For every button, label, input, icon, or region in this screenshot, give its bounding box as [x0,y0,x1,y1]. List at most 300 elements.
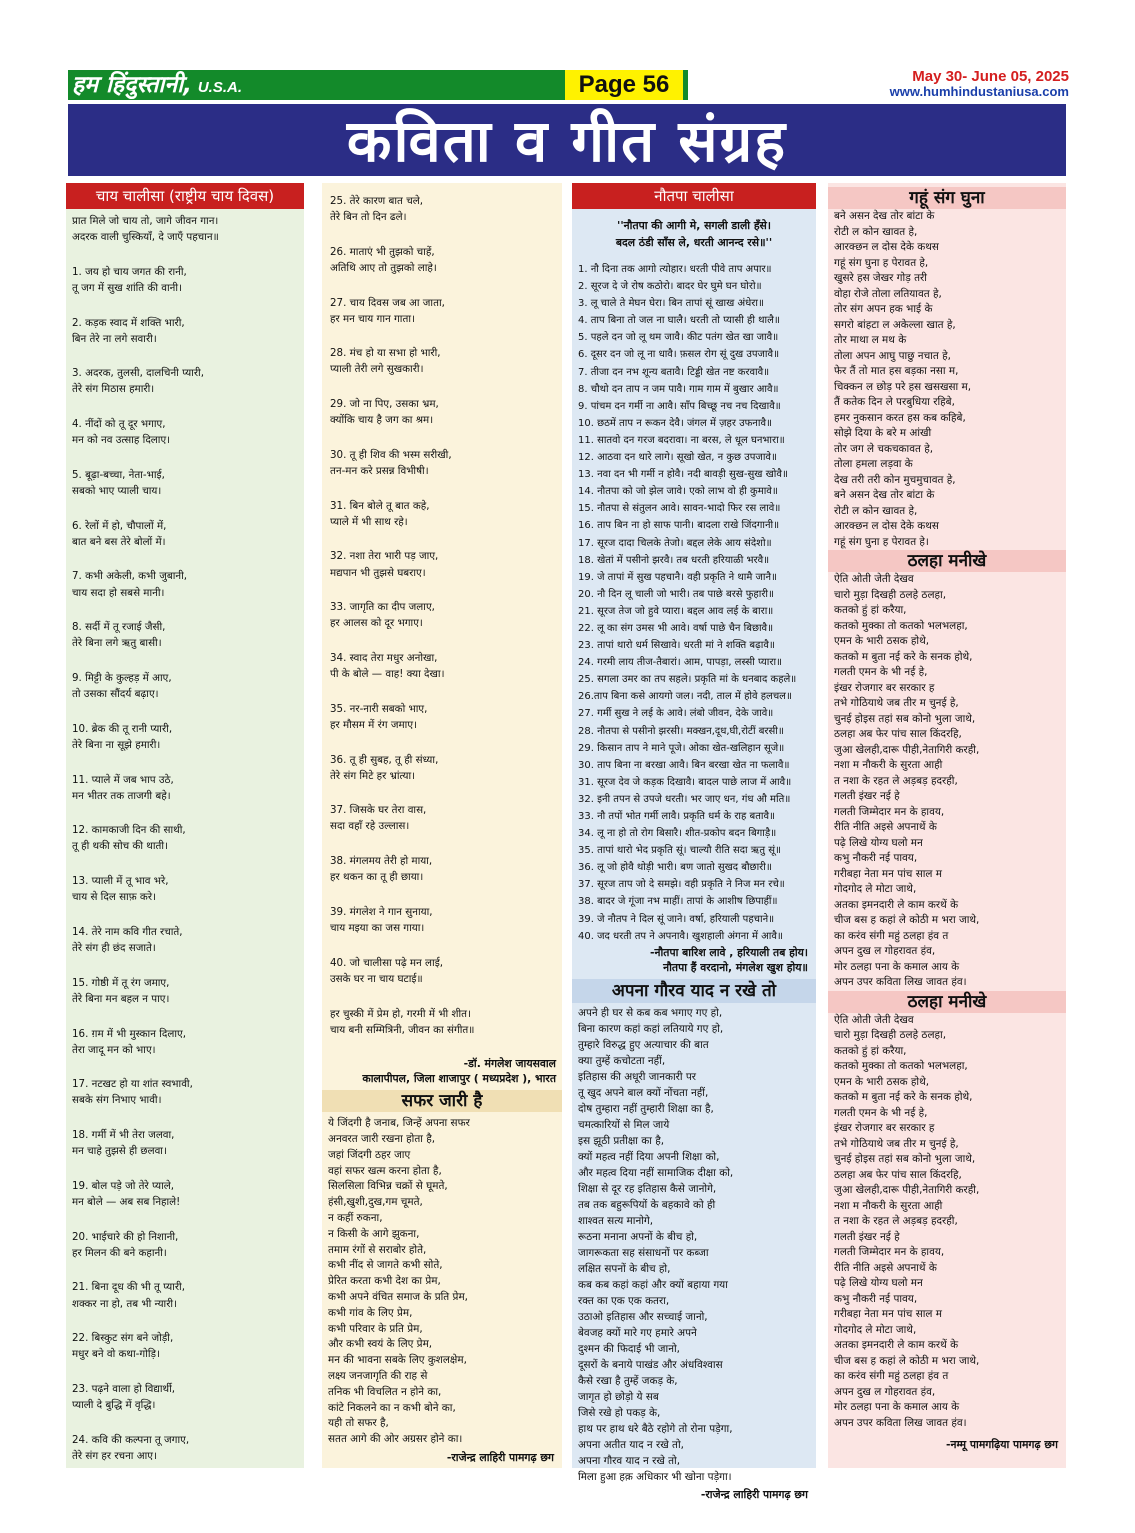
poem-line: तभे गोठियाथे जब तीर म चुनई हे, [834,1137,959,1150]
poem-line: कभु नौकरी नई पावय, [834,852,918,864]
poem-line: जागृत हो छोड़ो ये सब [578,1390,659,1403]
nautapa-verse-line: 12. आठवा दन थारे लागे। सूखो खेत, न कुछ उपजावे॥ [578,452,777,464]
poem-line: कब कब कहां कहां और क्यों बहाया गया [578,1278,728,1291]
stanza [330,345,562,377]
verse-line: तेरे संग मिठास हमारी। [72,383,155,396]
nautapa-verse-line: 5. पहले दन जो लू थम जावै। कीट पतंग खेत खा जावै॥ [578,332,779,344]
poem-line: देख तरी तरी कोन मुचमुचावत हे, [834,473,956,486]
section-banner: कविता व गीत संग्रह [68,104,1066,176]
poem-line: आरक्छन ल दोस देके कथस [834,241,939,253]
stanza [330,752,562,784]
verse-line: 37. जिसके घर तेरा वास, [330,804,427,817]
stanza [72,568,304,600]
stanza [330,548,562,580]
nautapa-verse-line: 30. ताप बिना ना बरखा आवै। बिन बरखा खेत ना फलावै॥ [578,759,790,771]
poem-line: दूसरों के बनाये पाखंड और अंधविश्वास [578,1358,723,1371]
poem-line: कभी अपने वंचित समाज के प्रति प्रेम, [328,1291,468,1304]
stanza [72,1026,304,1058]
nautapa-verse-line: 13. नवा दन भी गर्मी न होवै। नदी बावड़ी सुख-सुख खोवै॥ [578,469,788,481]
poem-line: तोर संग अपन हक भाई के [834,303,933,315]
verse-line: हर चुस्की में प्रेम हो, गरमी में भी शीत। [330,1007,471,1020]
poem-line: रोटी ल कोन खावत हे, [834,504,918,517]
verse-line: प्याले में भी साथ रहे। [330,515,408,528]
verse-line: प्याली दे बुद्धि में वृद्धि। [72,1399,156,1412]
poem-line: यही तो सफर है, [328,1417,389,1430]
poem-line: सोझे दिया के बरे म आंखी [834,427,932,439]
poem-line: मन की भावना सबके लिए कुशलक्षेम, [328,1354,467,1367]
verse-line: 14. तेरे नाम कवि गीत रचाते, [72,925,183,938]
verse-line: 8. सर्दी में तू रजाई जैसी, [72,621,166,634]
nautapa-verse-line: 1. नौ दिना तक आगो त्योहार। धरती पीवे ताप अपार॥ [578,264,772,275]
thalha-manikhe-repeat-lines [828,1013,1066,1432]
nautapa-quote-line: ''नौतपा की आगी मे, सगली डाली हँसे। [617,219,771,232]
poem-line: रीति नीति अइसे अपनाथें के [834,821,937,833]
nautapa-verse-line: 22. लू का संग उमस भी आवे। वर्षा पाछे चैन बिछावै॥ [578,622,774,634]
poem-line: जिसे रखे हो पकड़ के, [578,1406,661,1419]
poem-line: और कभी स्वयं के लिए प्रेम, [328,1338,433,1351]
verse-line: तेरे संग ही छंद सजाते। [72,942,156,955]
poem-line: सगरो बांहटा ल अकेल्ला खात हे, [834,318,956,331]
poem-line: तोर जग ले चकचकावत हे, [834,442,934,455]
poem-line: वोहा रोजे तोला लतियावत हे, [834,287,942,300]
stanza [330,853,562,885]
chai-chalisa-title: चाय चालीसा (राष्ट्रीय चाय दिवस) [66,183,304,209]
verse-line: 22. बिस्कुट संग बने जोड़ी, [72,1332,174,1345]
poem-line: न किसी के आगे झुकना, [328,1227,420,1240]
verse-line: चाय बनी सम्मित्रिनी, जीवन का संगीत॥ [330,1023,475,1036]
poem-line: चुनई होइस तहां सब कोनो भुला जाथे, [834,1153,976,1165]
poem-line: तब तक बहुरूपियों के बहकावे को ही [578,1198,716,1211]
poem-line: ये जिंदगी है जनाब, जिन्हें अपना सफर [328,1117,470,1130]
nautapa-closing-line: नौतपा हैं वरदानो, मंगलेश खुश होय॥ [663,960,808,974]
nautapa-verse-line: 26.ताप बिना कसे आयगो जल। नदी, ताल में होवे हलचल॥ [578,691,792,703]
nautapa-verse-line: 8. चौथो दन ताप न जम पावै। गाम गाम में बुखार आवै॥ [578,383,779,395]
verse-line: 15. गोष्ठी में तू रंग जमाए, [72,976,170,989]
poem-line: जहां जिंदगी ठहर जाए [328,1148,411,1161]
nautapa-verse-line: 28. नौतपा से पसीनो झरसी। मक्खन,दूध,घी,रोटीं बरसी॥ [578,725,784,737]
stanza [72,1178,304,1210]
poem-line: कतको हुं हां करैया, [834,1044,907,1057]
poem-line: गलती इंखर नई हे [834,790,900,802]
thalha-manikhe-lines [828,572,1066,991]
poem-line: तमाम रंगों से सराबोर होते, [328,1243,427,1256]
stanza [72,1279,304,1311]
poem-author: -डॉ. मंगलेश जायसवाल [463,1057,556,1071]
poem-line: एमन के भारी ठसक होथे, [834,1075,930,1088]
nautapa-verse-line: 9. पांचम दन गर्मी ना आवै। साँप बिच्छू नच नच दिखावै॥ [578,400,781,412]
poem-line: ठलहा अब फेर पांच साल किंदरहि, [834,728,962,740]
apna-gaurav-title: अपना गौरव याद न रखे तो [572,979,816,1003]
nautapa-verse-line: 38. बादर जे गूंजा नभ माहीं। तापां के आशीष छिपाहीं॥ [578,896,778,908]
verse-line: उसके घर ना चाय घटाई॥ [330,972,423,985]
poem-line: ठलहा अब फेर पांच साल किंदरहि, [834,1168,962,1181]
poem-line: अतका इमनदारी ले काम करथें के [834,1339,959,1351]
stanza [72,924,304,956]
poem-line: प्रेरित करता कभी देश का प्रेम, [328,1275,441,1288]
stanza [330,701,562,733]
poem-line: गरीबहा नेता मन पांच साल म [834,1308,942,1320]
poem-line: कैसे रखा है तुम्हें जकड़ के, [578,1374,678,1387]
nautapa-verse-line: 11. सातवो दन गरज बदरावा। ना बरस, ले धूल घनभारा॥ [578,434,785,446]
poem-line: अपन दुख ल गोहरावत हंव, [834,1385,936,1398]
verse-line: हर आलस को दूर भगाए। [330,617,423,630]
stanza [72,365,304,397]
poem-line: अपने ही घर से कब कब भगाए गए हो, [578,1006,723,1019]
poem-line: कतको म बुता नई करे के सनक होथे, [834,650,973,663]
verse-line: सबके संग निभाए भावी। [72,1094,162,1107]
nautapa-quote [572,217,816,251]
chai-chalisa-verses-continued [322,183,562,1038]
verse-line: 39. मंगलेश ने गान सुनाया, [330,905,433,918]
column-nautapa-chalisa [572,183,816,1501]
safar-jari-hai-author: -राजेन्द्र लाहिरी पामगढ़ छग [446,1451,554,1465]
verse-line: 7. कभी अकेली, कभी जुबानी, [72,570,188,583]
verse-line: मन को नव उत्साह दिलाए। [72,434,171,447]
stanza [72,619,304,651]
verse-line: मन बोले — अब सब निहाले! [72,1195,181,1208]
nautapa-verse-line: 31. सूरज देव जे कड़क दिखावै। बादल पाछे लाज में आवै॥ [578,776,792,788]
poem-line: तोला हमला लड़वा के [834,458,913,470]
poem-line: गलती जिम्मेदार मन के हावय, [834,805,945,818]
nautapa-verses [572,261,816,945]
verse-line: 24. कवि की कल्पना तू जगाए, [72,1433,190,1446]
nautapa-verse-line: 21. सूरज तेज जो हुवे प्यारा। बद्दल आव लई के बारा॥ [578,605,774,617]
stanza [330,955,562,987]
poem-line: कभी नींद से जागते कभी सोते, [328,1259,443,1272]
nautapa-verse-line: 6. दूसर दन जो लू ना धावै। फ़सल रोग सूं दुख उपजावै॥ [578,349,780,361]
stanza [72,264,304,296]
poem-line: अपन उपर कविता लिख जावत हंव। [834,1416,967,1429]
verse-line: 13. प्याली में तू भाव भरे, [72,875,169,888]
verse-line: तन-मन करे प्रसन्न विभीषी। [330,465,429,477]
nautapa-verse-line: 2. सूरज दे जे रोष कठोरो। बादर घेर घुमे घन घोरो॥ [578,281,762,293]
verse-line: 16. ग़म में भी मुस्कान दिलाए, [72,1027,186,1040]
nautapa-verse-line: 15. नौतपा से संतुलन आवे। सावन-भादो फिर रस लावे॥ [578,503,781,515]
masthead-logo [72,70,242,100]
nautapa-verse-line: 16. ताप बिन ना हो साफ पानी। बादला राखे जिंदगानी॥ [578,520,780,532]
verse-line: मन चाहे तुझसे ही छलवा। [72,1145,167,1158]
apna-gaurav-lines [572,1003,816,1485]
stanza [330,802,562,834]
poem-line: तभे गोठियाथे जब तीर म चुनई हे, [834,697,959,709]
poem-line: जुआ खेलही,दारू पीही,नेतागिरी करही, [834,1184,980,1196]
verse-line: सदा वहाँ रहे उल्लास। [330,820,410,833]
poem-line: तनिक भी विचलित न होने का, [328,1385,442,1398]
poem-line: रक्त का एक एक कतरा, [578,1294,670,1307]
stanza [330,193,562,225]
poem-line: तुम्हारे विरुद्ध हुए अत्याचार की बात [578,1038,709,1051]
verse-line: तेरे बिना मन बहल न पाए। [72,992,170,1005]
stanza [330,650,562,682]
poem-line: चिक्कन ल छोड़ परे हस खसखसा म, [834,380,972,393]
stanza [330,244,562,276]
gahun-sang-ghuna-title: गहूं संग घुना [828,187,1066,209]
poem-line: रूठना मनाना अपनों के बीच हो, [578,1230,698,1243]
poem-line: जुआ खेलही,दारू पीही,नेतागिरी करही, [834,743,980,756]
verse-line: 9. मिट्टी के कुल्हड़ में आए, [72,672,172,685]
poem-line: कतको हुं हां करैया, [834,604,907,616]
thalha-manikhe-title: ठलहा मनीखे [828,550,1066,572]
verse-line: सबको भाए प्याली चाय। [72,485,162,497]
verse-line: शक्कर ना हो, तब भी न्यारी। [72,1297,177,1310]
poem-line: उठाओ इतिहास और सच्चाई जानो, [578,1310,708,1323]
poem-line: शिक्षा से दूर रह इतिहास कैसे जानोगे, [578,1182,717,1195]
poem-line: इस झूठी प्रतीक्षा का है, [578,1134,665,1147]
poem-line: कभी परिवार के प्रति प्रेम, [328,1322,423,1335]
verse-line: 38. मंगलमय तेरी हो माया, [330,855,433,868]
issue-date: May 30- June 05, 2025 [912,68,1069,85]
poem-line: सतत आगे की ओर अग्रसर होने का। [328,1433,463,1446]
poem-author-address: कालापीपल, जिला शाजापुर ( मध्यप्रदेश ), भारत [362,1072,556,1086]
poem-line: तैं कतेक दिन ले परबुधिया रहिबे, [834,396,955,408]
thalha-manikhe-author: -नम्मू पामगढ़िया पामगढ़ छग [945,1438,1058,1451]
verse-line: 2. कड़क स्वाद में शक्ति भारी, [72,316,185,329]
poem-line: तोर माथा ल मथ के [834,334,907,346]
nautapa-verse-line: 19. जे तापां में सुख पहचानै। वही प्रकृति ने थामै जानै॥ [578,571,778,583]
nautapa-verse-line: 14. नौतपा को जो झेल जावे। एको लाभ वो ही कुमावे॥ [578,486,778,498]
verse-line: हर मन चाय गान गाता। [330,312,415,325]
verse-line: प्याली तेरी लगे सुखकारी। [330,363,424,376]
verse-line: 26. माताएं भी तुझको चाहें, [330,245,435,258]
verse-line: 17. नटखट हो या शांत स्वभावी, [72,1078,193,1091]
poem-line: आरक्छन ल दोस देके कथस [834,520,939,532]
verse-line: मद्यपान भी तुझसे घबराए। [330,566,426,579]
poem-line: रीति नीति अइसे अपनाथें के [834,1261,937,1274]
verse-line: 23. पढ़ने वाला हो विद्यार्थी, [72,1382,176,1395]
nautapa-verse-line: 37. सूरज ताप जो दे समझे। वही प्रकृति ने निज मन रचे॥ [578,879,785,891]
verse-line: हर मिलन की बने कहानी। [72,1246,167,1259]
stanza [330,295,562,327]
nautapa-verse-line: 7. तीजा दन नभ शून्य बतावै। टिड्डी खेत नष्ट करवावै॥ [578,366,770,378]
poem-line: कभी गांव के लिए प्रेम, [328,1306,413,1319]
poem-line: ऐति ओती जेती देखव [834,1013,914,1026]
verse-line: तेरे बिन तो दिन ढले। [330,211,407,224]
poem-line: नशा म नौकरी के सुरता आही [834,759,943,771]
verse-line: 27. चाय दिवस जब आ जाता, [330,296,445,309]
verse-line: तेरे बिना ना सूझे हमारी। [72,738,161,751]
poem-line: बने असन देख तोर बांटा के [834,210,935,222]
nautapa-verse-line: 34. लू ना हो तो रोग बिसारै। शीत-प्रकोप बदन बिगाड़ै॥ [578,828,777,840]
stanza [330,599,562,631]
stanza [330,498,562,530]
verse-line: 20. भाईचारे की हो निशानी, [72,1230,179,1243]
poem-line: बिना कारण कहां कहां लतियाये गए हो, [578,1022,724,1035]
stanza [72,670,304,702]
stanza [72,315,304,347]
verse-line: 19. बोल पड़े जो तेरे प्याले, [72,1179,175,1192]
verse-line: तेरे बिना लगे ऋतु बासी। [72,637,162,650]
poem-line: सिलसिला विभिन्न चक्रों से घूमते, [328,1180,448,1193]
verse-line: 36. तू ही सुबह, तू ही संध्या, [330,753,439,766]
verse-line: क्योंकि चाय है जग का श्रम। [330,414,434,427]
poem-line: गलती इंखर नई हे [834,1230,900,1243]
poem-line: मोर ठलहा पना के कमाल आय के [834,960,960,973]
poem-line: कतको मुक्का तो कतको भलभलहा, [834,619,968,632]
verse-line: 1. जय हो चाय जगत की रानी, [72,265,187,278]
nautapa-verse-line: 27. गर्मी सुख ने लई के आवे। लंबो जीवन, देके जावे॥ [578,708,774,720]
poem-line: पढ़े लिखे योग्य घलो मन [834,1277,923,1289]
nautapa-chalisa-title: नौतपा चालीसा [572,183,816,209]
stanza [330,1006,562,1038]
verse-line: 6. रेलों में हो, चौपालों में, [72,519,167,532]
poem-line: चीज बस ह कहां ले कोठी म भरा जाथे, [834,1354,980,1367]
verse-line: तेरे संग मिटे हर भ्रांत्या। [330,769,416,782]
poem-line: हाथ पर हाथ धरे बैठे रहोगे तो रोना पड़ेगा, [578,1422,733,1435]
nautapa-quote-line: बदल ठंडी साँस ले, धरती आनन्द रसे॥'' [615,236,773,249]
nautapa-verse-line: 23. तापां थारो धर्म सिखावे। धरती मां ने शक्ति बढ़ावै॥ [578,640,775,652]
poem-line: तू खुद अपने बाल क्यों नोंचता नहीं, [578,1086,709,1099]
nautapa-verse-line: 25. सगला उमर का तप सहले। प्रकृति मां के धनबाद कहले॥ [578,674,797,686]
poem-line: गहूं संग घुना ह पेरावत हे, [834,256,929,269]
poem-line: त नशा के रहत ले अड़बड़ हदरही, [834,1215,958,1227]
verse-line: तेरे संग हर रचना आए। [72,1449,157,1462]
nautapa-verse-line: 32. इनी तपन से उपजे धरती। भर जाए धन, गंध औ मति॥ [578,793,791,805]
poem-line: का करंव संगी महुं ठलहा हंव त [834,929,949,942]
thalha-manikhe-repeat-title: ठलहा मनीखे [828,991,1066,1013]
poem-line: न कहीं रुकना, [328,1212,383,1225]
poem-line: चुनई होइस तहां सब कोनो भुला जाथे, [834,712,976,725]
poem-line: तोला अपन आघु पाछु नचात हे, [834,349,951,362]
stanza [72,772,304,804]
verse-line: बिन तेरे ना लगे सवारी। [72,332,157,345]
verse-line: मधुर बने वो कथा-गोड़ि। [72,1348,160,1361]
poem-line: चारो मुड़ा दिखही ठलहे ठलहा, [834,588,947,601]
verse-line: 30. तू ही शिव की भस्म सरीखी, [330,448,452,461]
poem-line: गोदगोद ले मोटा जाथे, [834,883,917,895]
poem-line: मोर ठलहा पना के कमाल आय के [834,1401,960,1413]
poem-line: गोदगोद ले मोटा जाथे, [834,1323,917,1336]
safar-jari-hai-title: सफर जारी है [322,1090,562,1112]
nautapa-verse-line: 40. जद धरती तप ने अपनावै। खुशहाली अंगना में आवै॥ [578,930,783,942]
poem-line: अपन उपर कविता लिख जावत हंव। [834,976,967,988]
stanza [72,1127,304,1159]
website-link[interactable]: www.humhindustaniusa.com [889,84,1069,99]
poem-line: हमर नुकसान करत हस कब कहिबे, [834,411,966,424]
verse-line: 25. तेरे कारण बात चले, [330,195,423,207]
poem-line: लक्ष्य जनजागृति की राह से [328,1370,428,1383]
stanza [72,416,304,448]
verse-line: 18. गर्मी में भी तेरा जलवा, [72,1129,175,1142]
poem-line: कतको म बुता नई करे के सनक होथे, [834,1091,973,1103]
poem-line: ऐति ओती जेती देखव [834,573,914,585]
poem-line: इतिहास की अधूरी जानकारी पर [578,1070,697,1083]
poem-line: हंसी,खुशी,दुख,गम चूमते, [328,1196,423,1209]
poem-line: गलती जिम्मेदार मन के हावय, [834,1246,945,1258]
poem-line: अपन दुख ल गोहरावत हंव, [834,945,936,957]
stanza [72,1076,304,1108]
verse-line: 33. जागृति का दीप जलाए, [330,601,435,614]
nautapa-verse-line: 3. लू चाले ते मेघन घेरा। बिन तापां सूं खाख अंधेरा॥ [578,298,764,310]
poem-line: वहां सफर खत्म करना होता है, [328,1164,442,1177]
verse-line: बात बने बस तेरे बोलों में। [72,535,166,548]
poem-line: कतको मुक्का तो कतको भलभलहा, [834,1060,968,1072]
stanza [72,518,304,550]
verse-line: 28. मंच हो या सभा हो भारी, [330,347,441,360]
poem-line: शाश्वत सत्य मानोगे, [578,1214,654,1227]
stanza [72,1432,304,1464]
stanza [72,1229,304,1261]
verse-line: 32. नशा तेरा भारी पड़ जाए, [330,550,439,563]
verse-line: चाय सदा हो सबसे मानी। [72,586,165,599]
poem-line: रोटी ल कोन खावत हे, [834,225,918,238]
poem-line: दोष तुम्हारा नहीं तुम्हारी शिक्षा का है, [578,1102,714,1115]
poem-line: अपना अतीत याद न रखे तो, [578,1438,684,1451]
verse-line: मन भीतर तक ताजगी बहे। [72,789,171,802]
stanza [72,721,304,753]
stanza [72,213,304,245]
verse-line: 21. बिना दूध की भी तू प्यारी, [72,1281,185,1294]
poem-line: अतका इमनदारी ले काम करथें के [834,898,959,911]
verse-line: तू ही थकी सोच की थाती। [72,840,168,853]
nautapa-verse-line: 20. नौ दिन लू चाली जो भारी। तब पाछे बरसे फुहारी॥ [578,588,775,600]
nautapa-verse-line: 17. सूरज दादा चिलके तेजो। बद्दल लेके आय संदेशो॥ [578,537,772,549]
page-number: Page 56 [565,70,683,100]
stanza [72,873,304,905]
poem-line: त नशा के रहत ले अड़बड़ हदरही, [834,774,958,787]
poem-line: खुसरे हस जेखर गोड़ तरी [834,272,927,284]
stanza [72,822,304,854]
poem-line: जागरूकता सह संसाधनों पर कब्जा [578,1246,709,1259]
poem-line: इंखर रोजगार बर सरकार ह [834,681,935,694]
poem-line: अपना गौरव याद न रखे तो, [578,1454,681,1467]
nautapa-verse-line: 35. तापां थारो भेद प्रकृति सूं। चाल्यौ रीति सदा ऋतु सूं॥ [578,845,781,857]
poem-line: इंखर रोजगार बर सरकार ह [834,1122,935,1134]
poem-line: नशा म नौकरी के सुरता आही [834,1199,943,1212]
nautapa-verse-line: 33. नौ तपों भोत गर्मी लावै। प्रकृति धर्म के राह बतावै॥ [578,811,776,822]
poem-line: अनवरत जारी रखना होता है, [328,1133,436,1146]
poem-line: का करंव संगी महुं ठलहा हंव त [834,1370,949,1382]
nautapa-closing-line: -नौतपा बारिश लावे , हरियाली तब होय। [650,945,808,959]
poem-line: और महत्व दिया नहीं सामाजिक दीक्षा को, [578,1166,734,1179]
verse-line: चाय से दिल साफ़ करे। [72,891,156,904]
column-chai-chalisa-continued [322,183,562,1468]
poem-line: गलती एमन के भी नई हे, [834,1106,928,1119]
poem-line: बने असन देख तोर बांटा के [834,489,935,501]
verse-line: अदरक वाली चुस्कियाँ, दे जाएँ पहचान॥ [72,231,219,244]
verse-line: 3. अदरक, तुलसी, दालचिनी प्यारी, [72,367,204,380]
verse-line: 12. कामकाजी दिन की साथी, [72,824,186,837]
poem-line: मिला हुआ हक़ अधिकार भी खोना पड़ेगा। [578,1470,732,1483]
verse-line: हर मौसम में रंग जमाए। [330,718,417,731]
nautapa-verse-line: 39. जे नौतप ने दिल सूं जाने। वर्षा, हरियाली पहचाने॥ [578,913,775,925]
poem-line: गलती एमन के भी नई हे, [834,666,928,678]
verse-line: तो उसका सौंदर्य बढ़ाए। [72,688,159,701]
stanza [330,447,562,479]
safar-jari-hai-lines [322,1112,562,1448]
verse-line: 10. ब्रेक की तू रानी प्यारी, [72,722,173,735]
verse-line: 40. जो चालीसा पढ़े मन लाई, [330,956,444,969]
stanza [72,467,304,499]
masthead-suffix: U.S.A. [197,79,243,96]
verse-line: पी के बोले — वाह! क्या देखा। [330,668,445,681]
verse-line: अतिथि आए तो तुझको लाहे। [330,261,437,274]
verse-line: हर थकन का तू ही छाया। [330,871,424,884]
poem-line: क्यों महत्व नहीं दिया अपनी शिक्षा को, [578,1150,720,1163]
poem-line: दुश्मन की फिदाई भी जानो, [578,1342,680,1355]
verse-line: 29. जो ना पिए, उसका भ्रम, [330,398,439,411]
nautapa-verse-line: 10. छठमें ताप न रूकन देवै। जंगल में ज़हर उफनावै॥ [578,417,773,429]
verse-line: प्रात मिले जो चाय तो, जागे जीवन गान। [72,215,219,227]
nautapa-verse-line: 4. ताप बिना तो जल ना घालै। धरती तो प्यासी ही थालै॥ [578,315,780,327]
nautapa-verse-line: 18. खेतां में पसीनो झरवै। तब धरती हरियाळी भरवै॥ [578,554,770,566]
stanza [330,904,562,936]
nautapa-verse-line: 24. गरमी लाय तीज-तैबारां। आम, पापड़ा, लस्सी प्यारा॥ [578,657,783,669]
verse-line: 35. नर-नारी सबको भाए, [330,702,428,715]
poem-line: गहूं संग घुना ह पेरावत हे। [834,535,929,548]
column-chhattisgarhi-poems [828,183,1066,1468]
poem-line: एमन के भारी ठसक होथे, [834,635,930,647]
apna-gaurav-author: -राजेन्द्र लाहिरी पामगढ़ छग [700,1487,808,1501]
